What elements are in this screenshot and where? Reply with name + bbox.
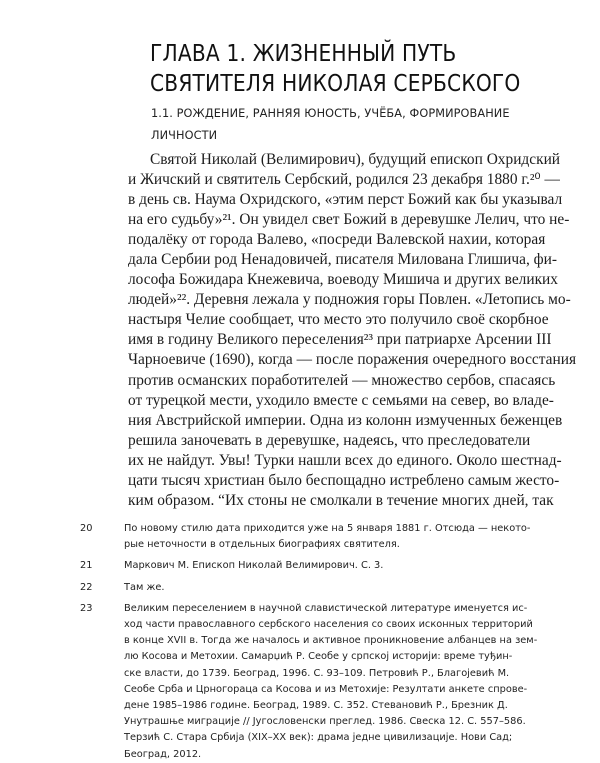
body-line: дала Сербии род Ненадовичей, писателя Милована Глишича, фи- (128, 251, 557, 269)
body-text (128, 150, 577, 511)
footnote-line: Унутрашње миграције // Југословенски преглед. 1986. Свеска 12. С. 557–586. (124, 716, 526, 728)
footnote-number: 23 (80, 602, 93, 614)
section-title-line: ЛИЧНОСТИ (151, 129, 218, 142)
body-line: Святой Николай (Велимирович), будущий епископ Охридский (150, 151, 561, 168)
footnote-line: Маркович М. Епископ Николай Велимирович. С. 3. (124, 560, 384, 572)
body-line: настыря Челие сообщает, что место это получило своё скорбное (128, 311, 549, 329)
footnote-line: лю Косова и Метохии. Самарџић Р. Сеобе у српској историји: време туђин- (124, 651, 513, 663)
chapter-title (150, 38, 521, 98)
body-line: подалёку от города Валево, «посреди Валевской нахии, которая (128, 231, 546, 249)
body-line: на его судьбу»²¹. Он увидел свет Божий в деревушке Лелич, что не- (128, 211, 570, 229)
body-line: от турецкой мести, уходило вместе с семьями на север, во владе- (128, 391, 554, 409)
body-line: людей»²². Деревня лежала у подножия горы Повлен. «Летопись мо- (128, 291, 571, 309)
footnote-line: рые неточности в отдельных биографиях святителя. (124, 539, 400, 551)
body-line: ким образом. “Их стоны не смолкали в течение многих дней, так (128, 491, 554, 509)
footnote-line: в конце XVII в. Тогда же началось и активное проникновение албанцев на зем- (124, 635, 538, 647)
footnote-number: 22 (80, 581, 93, 593)
section-title-line: 1.1. РОЖДЕНИЕ, РАННЯЯ ЮНОСТЬ, УЧЁБА, ФОРМИРОВАНИЕ (151, 107, 510, 120)
footnote (80, 580, 580, 596)
body-line: имя в годину Великого переселения²³ при патриархе Арсении III (128, 331, 552, 349)
footnote-line: Београд, 2012. (124, 748, 202, 760)
body-line: Чарноевиче (1690), когда — после поражения очередного восстания (128, 351, 577, 369)
body-line: лософа Божидара Кнежевича, воеводу Мишича и других великих (128, 271, 558, 289)
body-line: их не найдут. Увы! Турки нашли всех до единого. Около шестнад- (128, 451, 562, 469)
footnote-number: 20 (80, 523, 93, 534)
footnote-line: Великим переселением в научной славистической литературе именуется ис- (124, 602, 528, 614)
body-line: против османских поработителей — множество сербов, спасаясь (128, 371, 556, 389)
footnote (80, 521, 580, 553)
footnote-line: ске власти, до 1739. Београд, 1996. С. 93–109. Петровић Р., Благојевић М. (124, 667, 510, 679)
footnotes (80, 521, 580, 763)
body-line: ния Австрийской империи. Одна из колонн измученных беженцев (128, 411, 563, 429)
footnote (80, 558, 580, 574)
body-line: цати тысяч христиан было беспощадно истреблено самым жесто- (128, 471, 560, 489)
footnote-line: Там же. (124, 581, 165, 593)
footnote-line: дене 1985–1986 године. Београд, 1989. С. 352. Стевановић Р., Брезник Д. (124, 700, 508, 712)
body-line: в день св. Наума Охридского, «этим перст Божий как бы указывал (128, 191, 563, 209)
body-line: и Жичский и святитель Сербский, родился 23 декабря 1880 г.²⁰ — (128, 171, 560, 189)
body-line: решила заночевать в деревушке, надеясь, что преследователи (128, 431, 531, 449)
footnote-line: Терзић С. Стара Србија (XIX–XX век): драма једне цивилизације. Нови Сад; (124, 732, 513, 744)
footnote (80, 601, 580, 763)
footnote-line: Сеобе Срба и Црногораца са Косова и из Метохије: Резултати анкете спрове- (124, 683, 528, 695)
chapter-title-line: ГЛАВА 1. ЖИЗНЕННЫЙ ПУТЬ (150, 39, 457, 67)
footnote-number: 21 (80, 560, 93, 572)
section-title (151, 103, 571, 147)
chapter-title-line: СВЯТИТЕЛЯ НИКОЛАЯ СЕРБСКОГО (150, 69, 521, 97)
footnote-line: По новому стилю дата приходится уже на 5 января 1881 г. Отсюда — некото- (124, 523, 531, 534)
footnote-line: ход части православного сербского населения со своих исконных территорий (124, 619, 533, 631)
